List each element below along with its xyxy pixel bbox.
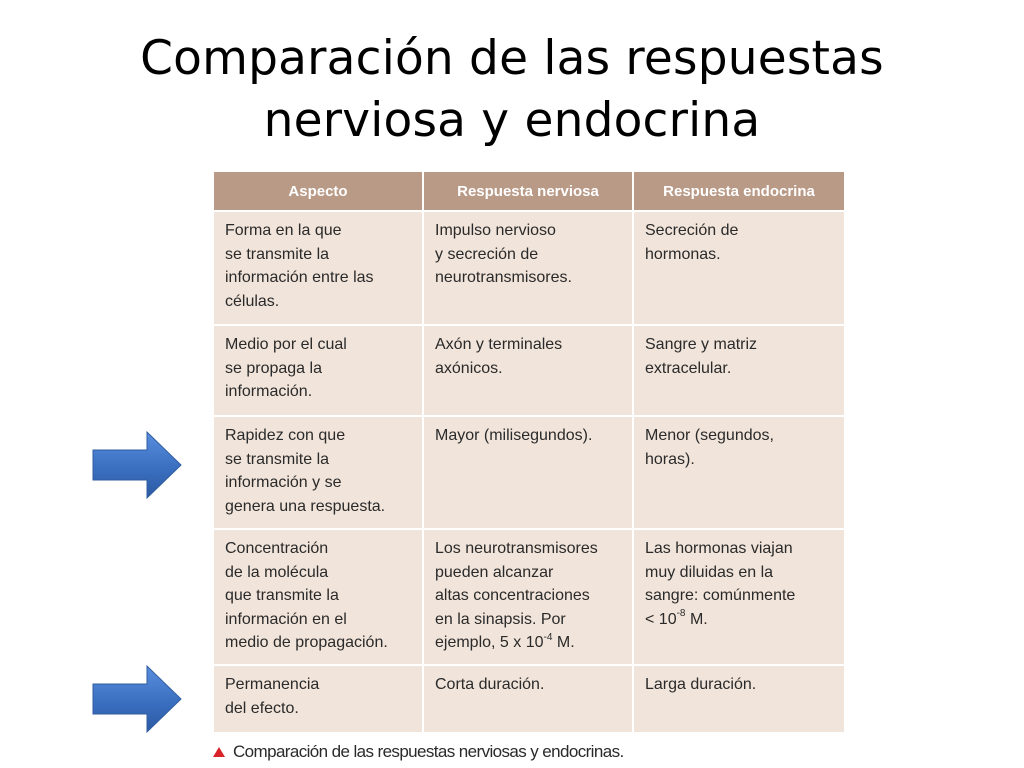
- cell-line: Los neurotransmisores: [435, 540, 598, 557]
- cell-line: información entre las: [225, 269, 374, 286]
- table-row: [213, 529, 845, 665]
- cell-nervous: [423, 529, 633, 665]
- cell-nervous: [423, 211, 633, 325]
- exponent: -8: [676, 608, 686, 620]
- table-caption: [213, 741, 624, 763]
- cell-line: Las hormonas viajan: [645, 540, 793, 557]
- comparison-table: [212, 170, 846, 734]
- cell-line: que transmite la: [225, 587, 339, 604]
- cell-line: muy diluidas en la: [645, 563, 774, 581]
- table-header-row: [213, 171, 845, 211]
- cell-line: y secreción de: [435, 245, 539, 263]
- slide-title-line-2: nerviosa y endocrina: [263, 93, 761, 148]
- cell-endocrine: [633, 416, 845, 529]
- cell-text: < 10: [645, 610, 677, 628]
- cell-aspect: [213, 665, 423, 733]
- cell-line: Forma en la que: [225, 222, 342, 239]
- cell-text: M.: [685, 610, 708, 628]
- cell-nervous: [423, 325, 633, 416]
- table-row: [213, 416, 845, 529]
- cell-line: extracelular.: [645, 359, 732, 377]
- cell-line: [645, 608, 834, 632]
- cell-line: Mayor (milisegundos).: [435, 427, 593, 444]
- table-row: [213, 325, 845, 416]
- table-row: [213, 665, 845, 733]
- right-arrow-icon: [91, 664, 183, 734]
- cell-line: Sangre y matriz: [645, 336, 758, 353]
- cell-line: se propaga la: [225, 359, 322, 377]
- caption-text: Comparación de las respuestas nerviosas y endocrinas.: [233, 742, 624, 761]
- cell-line: Menor (segundos,: [645, 427, 774, 444]
- cell-line: se transmite la: [225, 450, 330, 468]
- cell-line: Medio por el cual: [225, 336, 347, 353]
- cell-line: de la molécula: [225, 563, 329, 581]
- cell-line: información y se: [225, 474, 342, 491]
- cell-aspect: [213, 325, 423, 416]
- header-endocrine: Respuesta endocrina: [633, 171, 845, 211]
- cell-line: Corta duración.: [435, 676, 545, 693]
- cell-endocrine: [633, 665, 845, 733]
- cell-aspect: [213, 529, 423, 665]
- cell-line: información en el: [225, 610, 347, 628]
- slide-title-line-1: Comparación de las respuestas: [140, 31, 884, 86]
- cell-line: se transmite la: [225, 245, 330, 263]
- cell-line: Concentración: [225, 540, 329, 557]
- header-nervous: Respuesta nerviosa: [423, 171, 633, 211]
- cell-line: Secreción de: [645, 222, 739, 239]
- cell-line: sangre: comúnmente: [645, 587, 796, 604]
- exponent: -4: [543, 631, 553, 643]
- cell-line: Larga duración.: [645, 676, 757, 693]
- cell-nervous: [423, 416, 633, 529]
- cell-endocrine: [633, 211, 845, 325]
- cell-text: M.: [552, 634, 575, 651]
- cell-line: células.: [225, 292, 280, 310]
- comparison-table-wrapper: [212, 170, 844, 734]
- cell-nervous: [423, 665, 633, 733]
- cell-endocrine: [633, 325, 845, 416]
- cell-line: axónicos.: [435, 359, 503, 377]
- cell-line: Rapidez con que: [225, 427, 346, 444]
- cell-line: neurotransmisores.: [435, 269, 572, 286]
- cell-line: altas concentraciones: [435, 587, 590, 604]
- cell-line: pueden alcanzar: [435, 563, 554, 581]
- cell-text: ejemplo, 5 x 10: [435, 634, 544, 651]
- cell-line: [435, 631, 622, 655]
- cell-line: Axón y terminales: [435, 336, 563, 353]
- cell-line: medio de propagación.: [225, 634, 388, 651]
- right-arrow-icon: [91, 430, 183, 500]
- cell-line: Permanencia: [225, 676, 320, 693]
- cell-line: hormonas.: [645, 245, 721, 263]
- table-row: [213, 211, 845, 325]
- cell-aspect: [213, 211, 423, 325]
- cell-line: horas).: [645, 450, 695, 468]
- cell-line: en la sinapsis. Por: [435, 610, 566, 628]
- cell-endocrine: [633, 529, 845, 665]
- cell-line: del efecto.: [225, 699, 299, 717]
- cell-line: Impulso nervioso: [435, 222, 556, 239]
- red-triangle-icon: [213, 747, 225, 757]
- slide-title: [0, 28, 1024, 152]
- cell-line: información.: [225, 383, 313, 400]
- cell-line: genera una respuesta.: [225, 497, 386, 515]
- cell-aspect: [213, 416, 423, 529]
- header-aspect: Aspecto: [213, 171, 423, 211]
